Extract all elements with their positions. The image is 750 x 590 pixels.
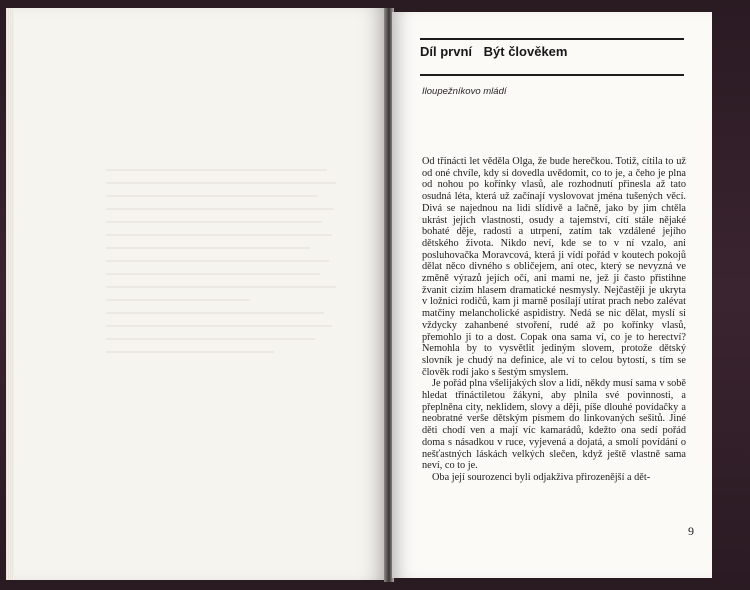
header-rule-bottom: [420, 74, 684, 76]
part-label: Díl první: [420, 44, 473, 59]
paragraph: Od třinácti let věděla Olga, že bude herečkou. Totiž, cítila to už od oné chvíle, kdy si dovedla uvědomit, co to je, a čeho je plna od nohou po kořínky vlasů, ale rozhodnutí přinesla až tato osudná léta, která už začínají vyslovovat jména tušených věcí. Divá se najednou na lidi slídivě a lačně, jako by jim chtěla ukrást jejich vlastnosti, osudy a tajemství, cítí stále nějaké bohaté děje, radosti a utrpení, zatím tak vzdálené jejího dětského života. Nikdo neví, kde se to v ní vzalo, ani posluhovačka Moravcová, která ji vídí pořád v koutech pokojů dělat něco divného s obličejem, ani otec, který se nevyzná ve změně výrazů jejích očí, ani mami ne, jež ji často přistihne žvanit cizím hlasem dramatické nesmysly. Nejčastěji je ukryta v ložnici rodičů, kam ji marně posílají utírat prach nebo zalévat matčiny melancholické aspidistry. Nedá se nic dělat, myslí si vždycky zahanbené stvoření, rudé až po kořínky vlasů, přemohlo ji to a dost. Copak ona sama ví, co je to herectví? Nemohla by to vysvětlit jediným slovem, protože dětský slovník je chudý na definice, ale ví to celou bytostí, s tím se člověk rodí jako s šestým smyslem.: [422, 156, 686, 378]
paragraph: Oba její sourozenci byli odjakživa přirozenější a dět-: [432, 471, 651, 483]
show-through-text: [106, 158, 346, 353]
page-edges: [6, 8, 14, 580]
chapter-body: [422, 156, 686, 484]
left-page: [6, 8, 386, 580]
chapter-subtitle: Iloupežníkovo mládí: [422, 86, 507, 97]
header-rule-top: [420, 38, 684, 40]
page-number: 9: [688, 524, 694, 538]
part-title: Být člověkem: [483, 44, 568, 59]
right-page: [392, 12, 712, 578]
part-heading: [420, 44, 567, 59]
paragraph: Je pořád plna všelijakých slov a lidí, někdy musí sama v sobě hledat třináctiletou žákyni, aby plnila své povinnosti, a přeplněna city, neklidem, slovy a ději, píše dlouhé povídačky a neobratné verše dětským písmem do linkovaných sešitů. Jiné děti chodí ven a mají víc kamarádů, kdežto ona sedí pořád doma s násadkou v ruce, vyjevená a dojatá, a smolí povídání o nešťastných láskách velkých slečen, když ještě vlastně sama neví, co to je.: [422, 378, 686, 472]
